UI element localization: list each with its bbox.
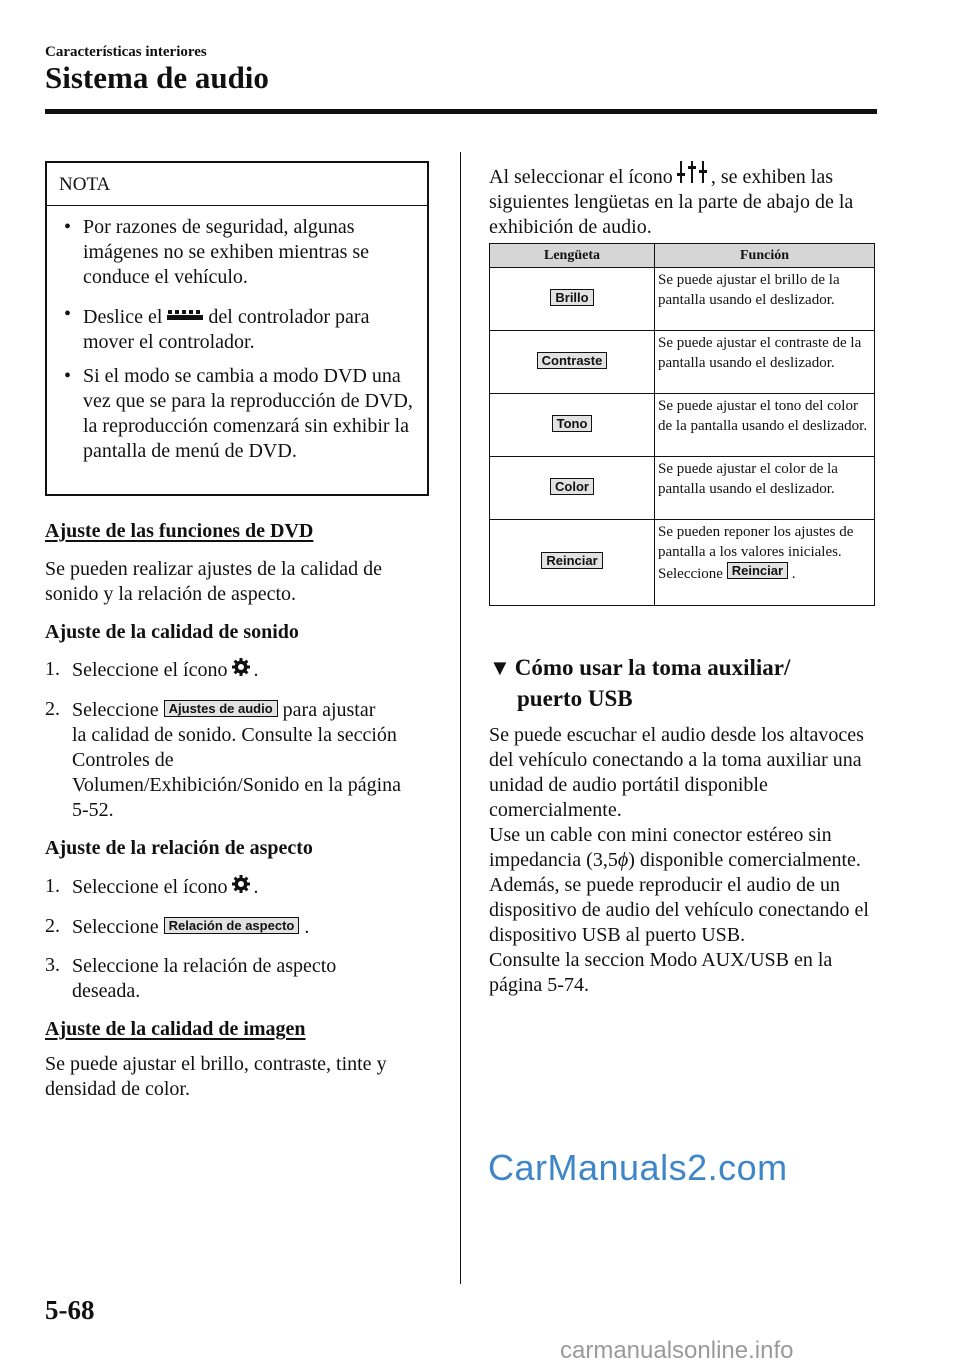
column-header: Lengüeta: [490, 244, 655, 268]
note-item-text: Por razones de seguridad, algunas imágenes no se exhiben mientras se conduce el vehículo.: [83, 216, 370, 288]
bullet-icon: •: [64, 303, 72, 325]
column-header: Función: [655, 244, 875, 268]
tabs-intro-text: , se exhiben las: [710, 166, 833, 188]
function-text: Seleccione: [658, 566, 723, 582]
step-text-rest: la calidad de sonido. Consulte la sección Controles de Volumen/Exhibición/Sonido en la página 5-52.: [72, 724, 402, 821]
step-label: Seleccione: [72, 699, 159, 721]
step-text: [72, 698, 432, 723]
gear-icon: [232, 658, 250, 683]
aux-heading: [489, 652, 790, 714]
tab-cell: [490, 331, 655, 394]
sound-heading: Ajuste de la calidad de sonido: [45, 621, 299, 643]
step-text: Seleccione la relación de aspecto deseada.: [72, 955, 337, 1002]
aux-paragraph: Además, se puede reproducir el audio de un dispositivo de audio del vehículo conectando el dispositivo USB al puerto USB.: [489, 874, 869, 946]
brightness-tab: Brillo: [550, 289, 593, 306]
note-item-text: del controlador para: [208, 306, 370, 328]
step-label: Seleccione el ícono: [72, 659, 228, 681]
aux-body: [489, 723, 879, 998]
dvd-intro: Se pueden realizar ajustes de la calidad de sonido y la relación de aspecto.: [45, 558, 383, 605]
dvd-heading: Ajuste de las funciones de DVD: [45, 520, 314, 542]
step-number: 3.: [45, 954, 60, 976]
table-row: [490, 394, 875, 457]
note-box: [45, 161, 429, 496]
page-title: Sistema de audio: [45, 60, 269, 95]
note-item-text: Si el modo se cambia a modo DVD una vez que se para la reproducción de DVD, la reproducción comenzará sin exhibir la pantalla de menú de DVD.: [83, 365, 413, 462]
bullet-icon: •: [64, 216, 72, 238]
function-cell: Se puede ajustar el tono del color de la pantalla usando el deslizador.: [655, 394, 875, 457]
step-end: .: [304, 916, 310, 938]
tabs-intro-text: siguientes lengüetas en la parte de abajo de la exhibición de audio.: [489, 191, 854, 238]
diameter-symbol: ϕ: [617, 849, 629, 871]
step-number: 1.: [45, 658, 60, 680]
watermark: CarManuals2.com: [488, 1147, 788, 1188]
footer-url: carmanualsonline.info: [560, 1337, 794, 1364]
reset-tab: Reinciar: [541, 552, 602, 569]
step-after: para ajustar: [282, 699, 376, 721]
image-intro: Se puede ajustar el brillo, contraste, tinte y densidad de color.: [45, 1053, 387, 1100]
table-row: [490, 268, 875, 331]
slider-icon: [167, 302, 203, 327]
equalizer-icon: [677, 161, 707, 190]
aspect-ratio-button: Relación de aspecto: [164, 917, 300, 934]
note-header: [47, 163, 427, 206]
aux-heading-text: puerto USB: [517, 686, 633, 711]
aux-paragraph: Se puede escuchar el audio desde los altavoces del vehículo conectando a la toma auxiliar una unidad de audio portátil disponible comercialmente.: [489, 724, 864, 821]
tab-cell: [490, 394, 655, 457]
function-cell: Se puede ajustar el color de la pantalla usando el deslizador.: [655, 457, 875, 520]
reset-button: Reinciar: [727, 562, 788, 579]
audio-settings-button: Ajustes de audio: [164, 700, 278, 717]
column-divider: [460, 152, 461, 1284]
step-number: 2.: [45, 698, 60, 720]
function-cell: Se puede ajustar el brillo de la pantalla usando el deslizador.: [655, 268, 875, 331]
note-item-text: Deslice el: [83, 306, 163, 328]
note-item: [64, 364, 423, 464]
bullet-icon: •: [64, 365, 72, 387]
gear-icon: [232, 875, 250, 900]
tabs-intro: [489, 161, 879, 240]
aspect-heading: Ajuste de la relación de aspecto: [45, 837, 313, 859]
tabs-intro-text: Al seleccionar el ícono: [489, 166, 673, 188]
function-cell: Se puede ajustar el contraste de la pantalla usando el deslizador.: [655, 331, 875, 394]
step-end: .: [253, 659, 259, 681]
tab-cell: [490, 457, 655, 520]
note-item-text: mover el controlador.: [83, 331, 255, 353]
step-label: Seleccione: [72, 916, 159, 938]
color-tab: Color: [550, 478, 594, 495]
step-label: Seleccione el ícono: [72, 876, 228, 898]
aux-paragraph: Consulte la seccion Modo AUX/USB en la página 5-74.: [489, 949, 833, 996]
step-text: [72, 915, 432, 940]
table-row: [490, 520, 875, 606]
function-text: .: [791, 566, 796, 582]
tab-cell: [490, 520, 655, 606]
header-rule: [45, 109, 877, 114]
step-number: 1.: [45, 875, 60, 897]
aux-text: ) disponible comercialmente.: [628, 849, 861, 871]
section-label: Características interiores: [45, 44, 207, 60]
function-text: Se pueden reponer los ajustes de pantalla a los valores iniciales.: [658, 524, 854, 560]
tabs-table: [489, 243, 875, 606]
function-cell: [655, 520, 875, 606]
note-title: NOTA: [59, 174, 111, 195]
tone-tab: Tono: [552, 415, 593, 432]
table-row: [490, 331, 875, 394]
aux-text: Use un cable con mini conector estéreo sin impedancia (3,5: [489, 824, 832, 871]
table-row: [490, 457, 875, 520]
note-item: [64, 302, 423, 355]
aux-paragraph: [489, 823, 879, 873]
contrast-tab: Contraste: [537, 352, 608, 369]
step-text: [72, 875, 432, 900]
image-heading: Ajuste de la calidad de imagen: [45, 1018, 306, 1040]
step-text: [72, 658, 432, 683]
step-end: .: [253, 876, 259, 898]
page-number: 5-68: [45, 1295, 95, 1325]
triangle-icon: ▼: [489, 655, 511, 680]
tab-cell: [490, 268, 655, 331]
table-header-row: [490, 244, 875, 268]
note-item: [64, 215, 423, 290]
step-number: 2.: [45, 915, 60, 937]
aux-heading-text: Cómo usar la toma auxiliar/: [514, 655, 791, 680]
